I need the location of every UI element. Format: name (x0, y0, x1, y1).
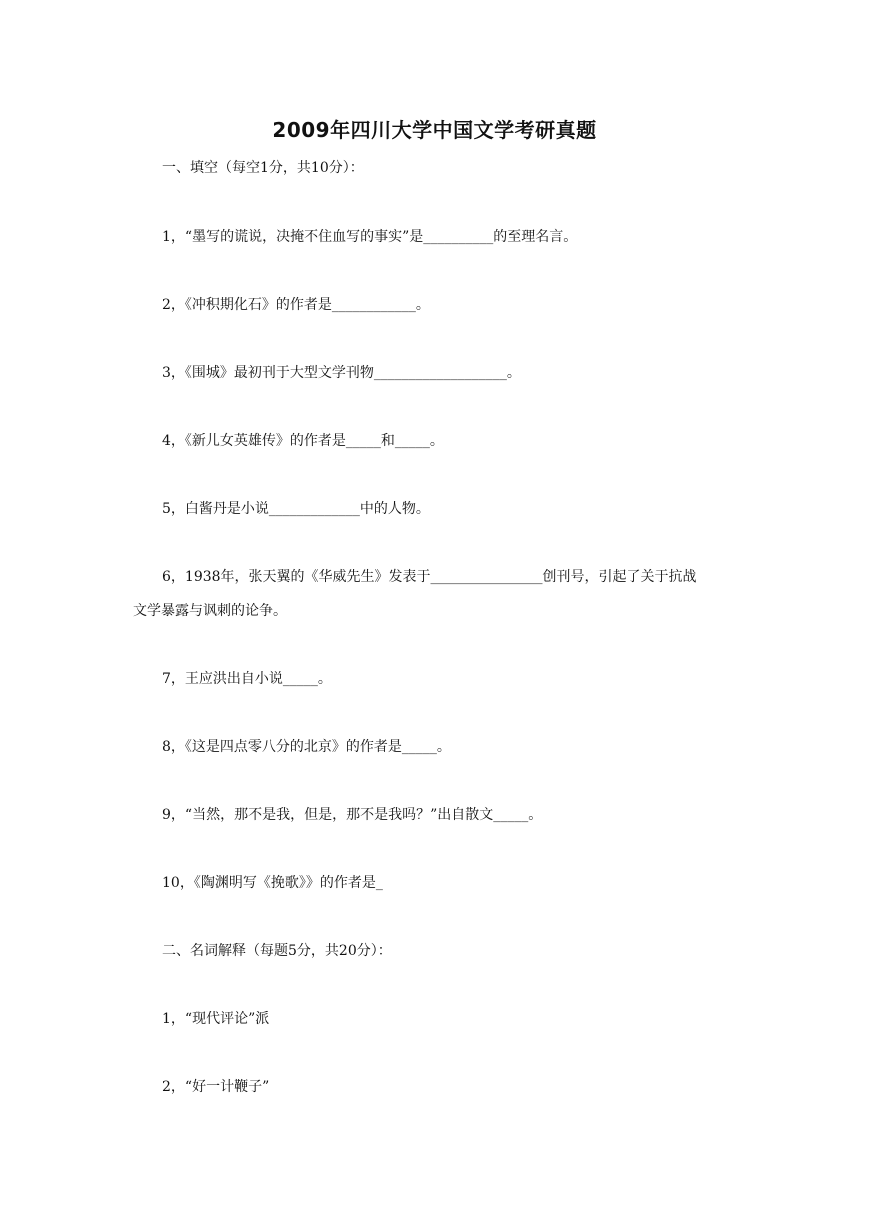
fill-blank-item-10: 10，《陶渊明写《挽歌》》的作者是_ (162, 875, 383, 891)
fill-blank-item-9: 9，“当然，那不是我，但是，那不是我吗？”出自散文_____。 (162, 807, 543, 823)
section-2-heading: 二、名词解释（每题5分，共20分）： (162, 943, 392, 959)
term-item-2: 2，“好一计鞭子” (162, 1079, 270, 1095)
fill-blank-item-2: 2，《冲积期化石》的作者是____________。 (162, 297, 430, 313)
fill-blank-item-3: 3，《围城》最初刊于大型文学刊物___________________。 (162, 365, 521, 381)
fill-blank-item-1: 1，“墨写的谎说，决掩不住血写的事实”是__________的至理名言。 (162, 229, 578, 245)
document-title: 2009年四川大学中国文学考研真题 (272, 118, 597, 142)
fill-blank-item-7: 7，王应洪出自小说_____。 (162, 671, 332, 687)
fill-blank-item-4: 4，《新儿女英雄传》的作者是_____和_____。 (162, 433, 444, 449)
fill-blank-item-6-continuation: 文学暴露与讽刺的论争。 (133, 603, 287, 619)
term-item-1: 1，“现代评论”派 (162, 1011, 270, 1027)
fill-blank-item-6: 6，1938年，张天翼的《华威先生》发表于________________创刊号，引起了关于抗战 (162, 569, 697, 585)
section-1-heading: 一、填空（每空1分，共10分）： (162, 160, 364, 176)
fill-blank-item-8: 8，《这是四点零八分的北京》的作者是_____。 (162, 739, 451, 755)
fill-blank-item-5: 5，白酱丹是小说_____________中的人物。 (162, 501, 430, 517)
